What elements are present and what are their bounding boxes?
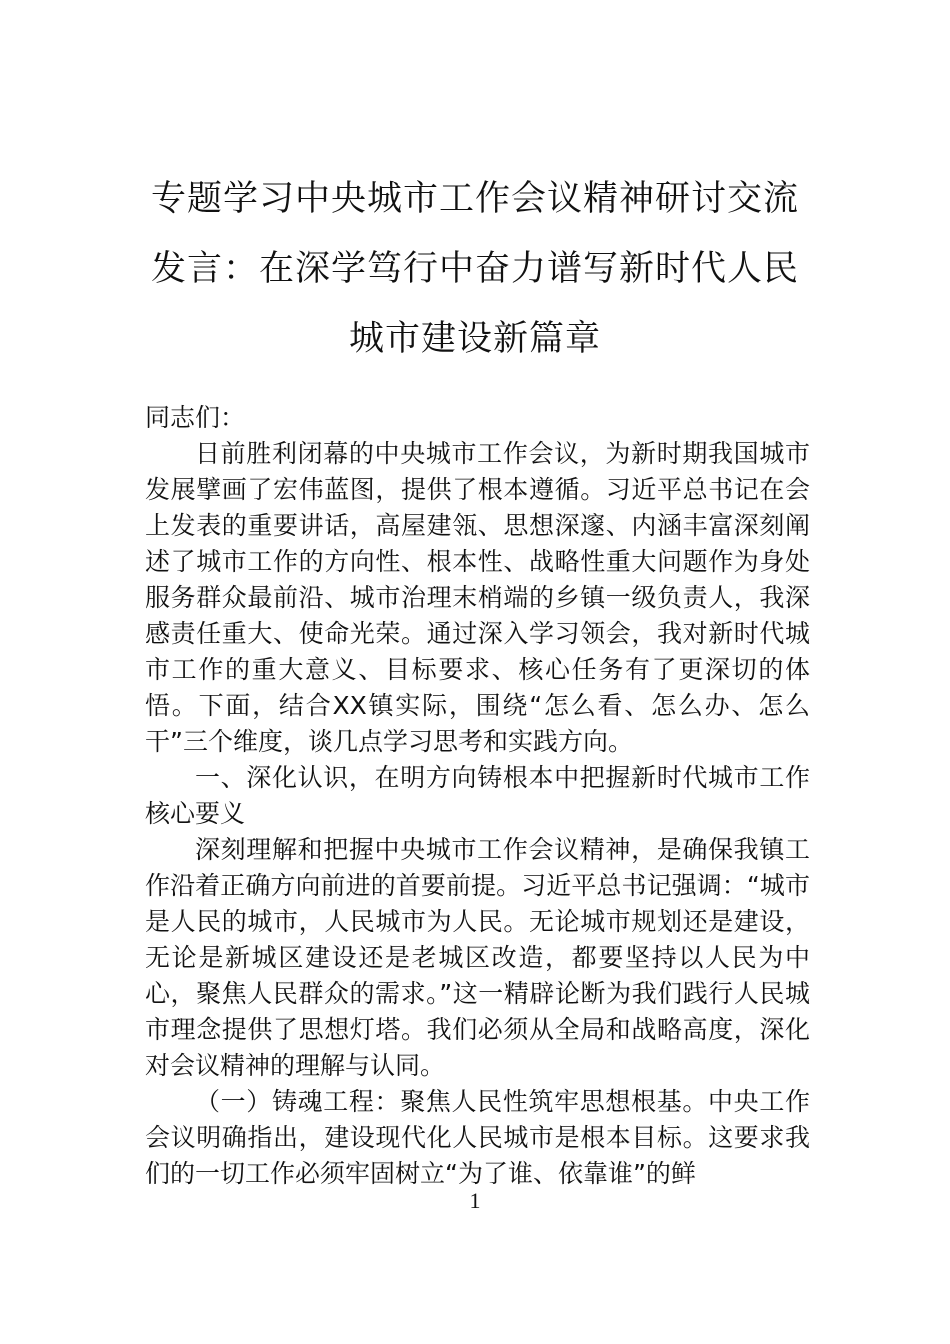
title-line: 专题学习中央城市工作会议精神研讨交流: [150, 179, 799, 219]
title-line: 城市建设新篇章: [348, 319, 601, 359]
title-line: 发言：在深学笃行中奋力谱写新时代人民: [150, 249, 799, 289]
page-number: 1: [469, 1188, 481, 1213]
paragraph-section-one: 深刻理解和把握中央城市工作会议精神，是确保我镇工作沿着正确方向前进的首要前提。习近平总书记强调：“城市是人民的城市，人民城市为人民。无论城市规划还是建设，无论是新城区建设还是老城区改造，都要坚持以人民为中心，聚焦人民群众的需求。”这一精辟论断为我们践行人民城市理念提供了思想灯塔。我们必须从全局和战略高度，深化对会议精神的理解与认同。: [145, 835, 810, 1080]
salutation: 同志们：: [145, 403, 246, 432]
document-title: [120, 164, 830, 374]
paragraph-intro: 日前胜利闭幕的中央城市工作会议，为新时期我国城市发展擘画了宏伟蓝图，提供了根本遵循。习近平总书记在会上发表的重要讲话，高屋建瓴、思想深邃、内涵丰富深刻阐述了城市工作的方向性、根本性、战略性重大问题作为身处服务群众最前沿、城市治理末梢端的乡镇一级负责人，我深感责任重大、使命光荣。通过深入学习领会，我对新时代城市工作的重大意义、目标要求、核心任务有了更深切的体悟。下面，结合XX镇实际，围绕“怎么看、怎么办、怎么干”三个维度，谈几点学习思考和实践方向。: [145, 439, 810, 756]
paragraph-subsection-one: （一）铸魂工程：聚焦人民性筑牢思想根基。中央工作会议明确指出，建设现代化人民城市是根本目标。这要求我们的一切工作必须牢固树立“为了谁、依靠谁”的鲜: [145, 1087, 810, 1188]
document-body: [145, 400, 810, 1192]
section-heading: 一、深化认识，在明方向铸根本中把握新时代城市工作核心要义: [145, 763, 810, 828]
